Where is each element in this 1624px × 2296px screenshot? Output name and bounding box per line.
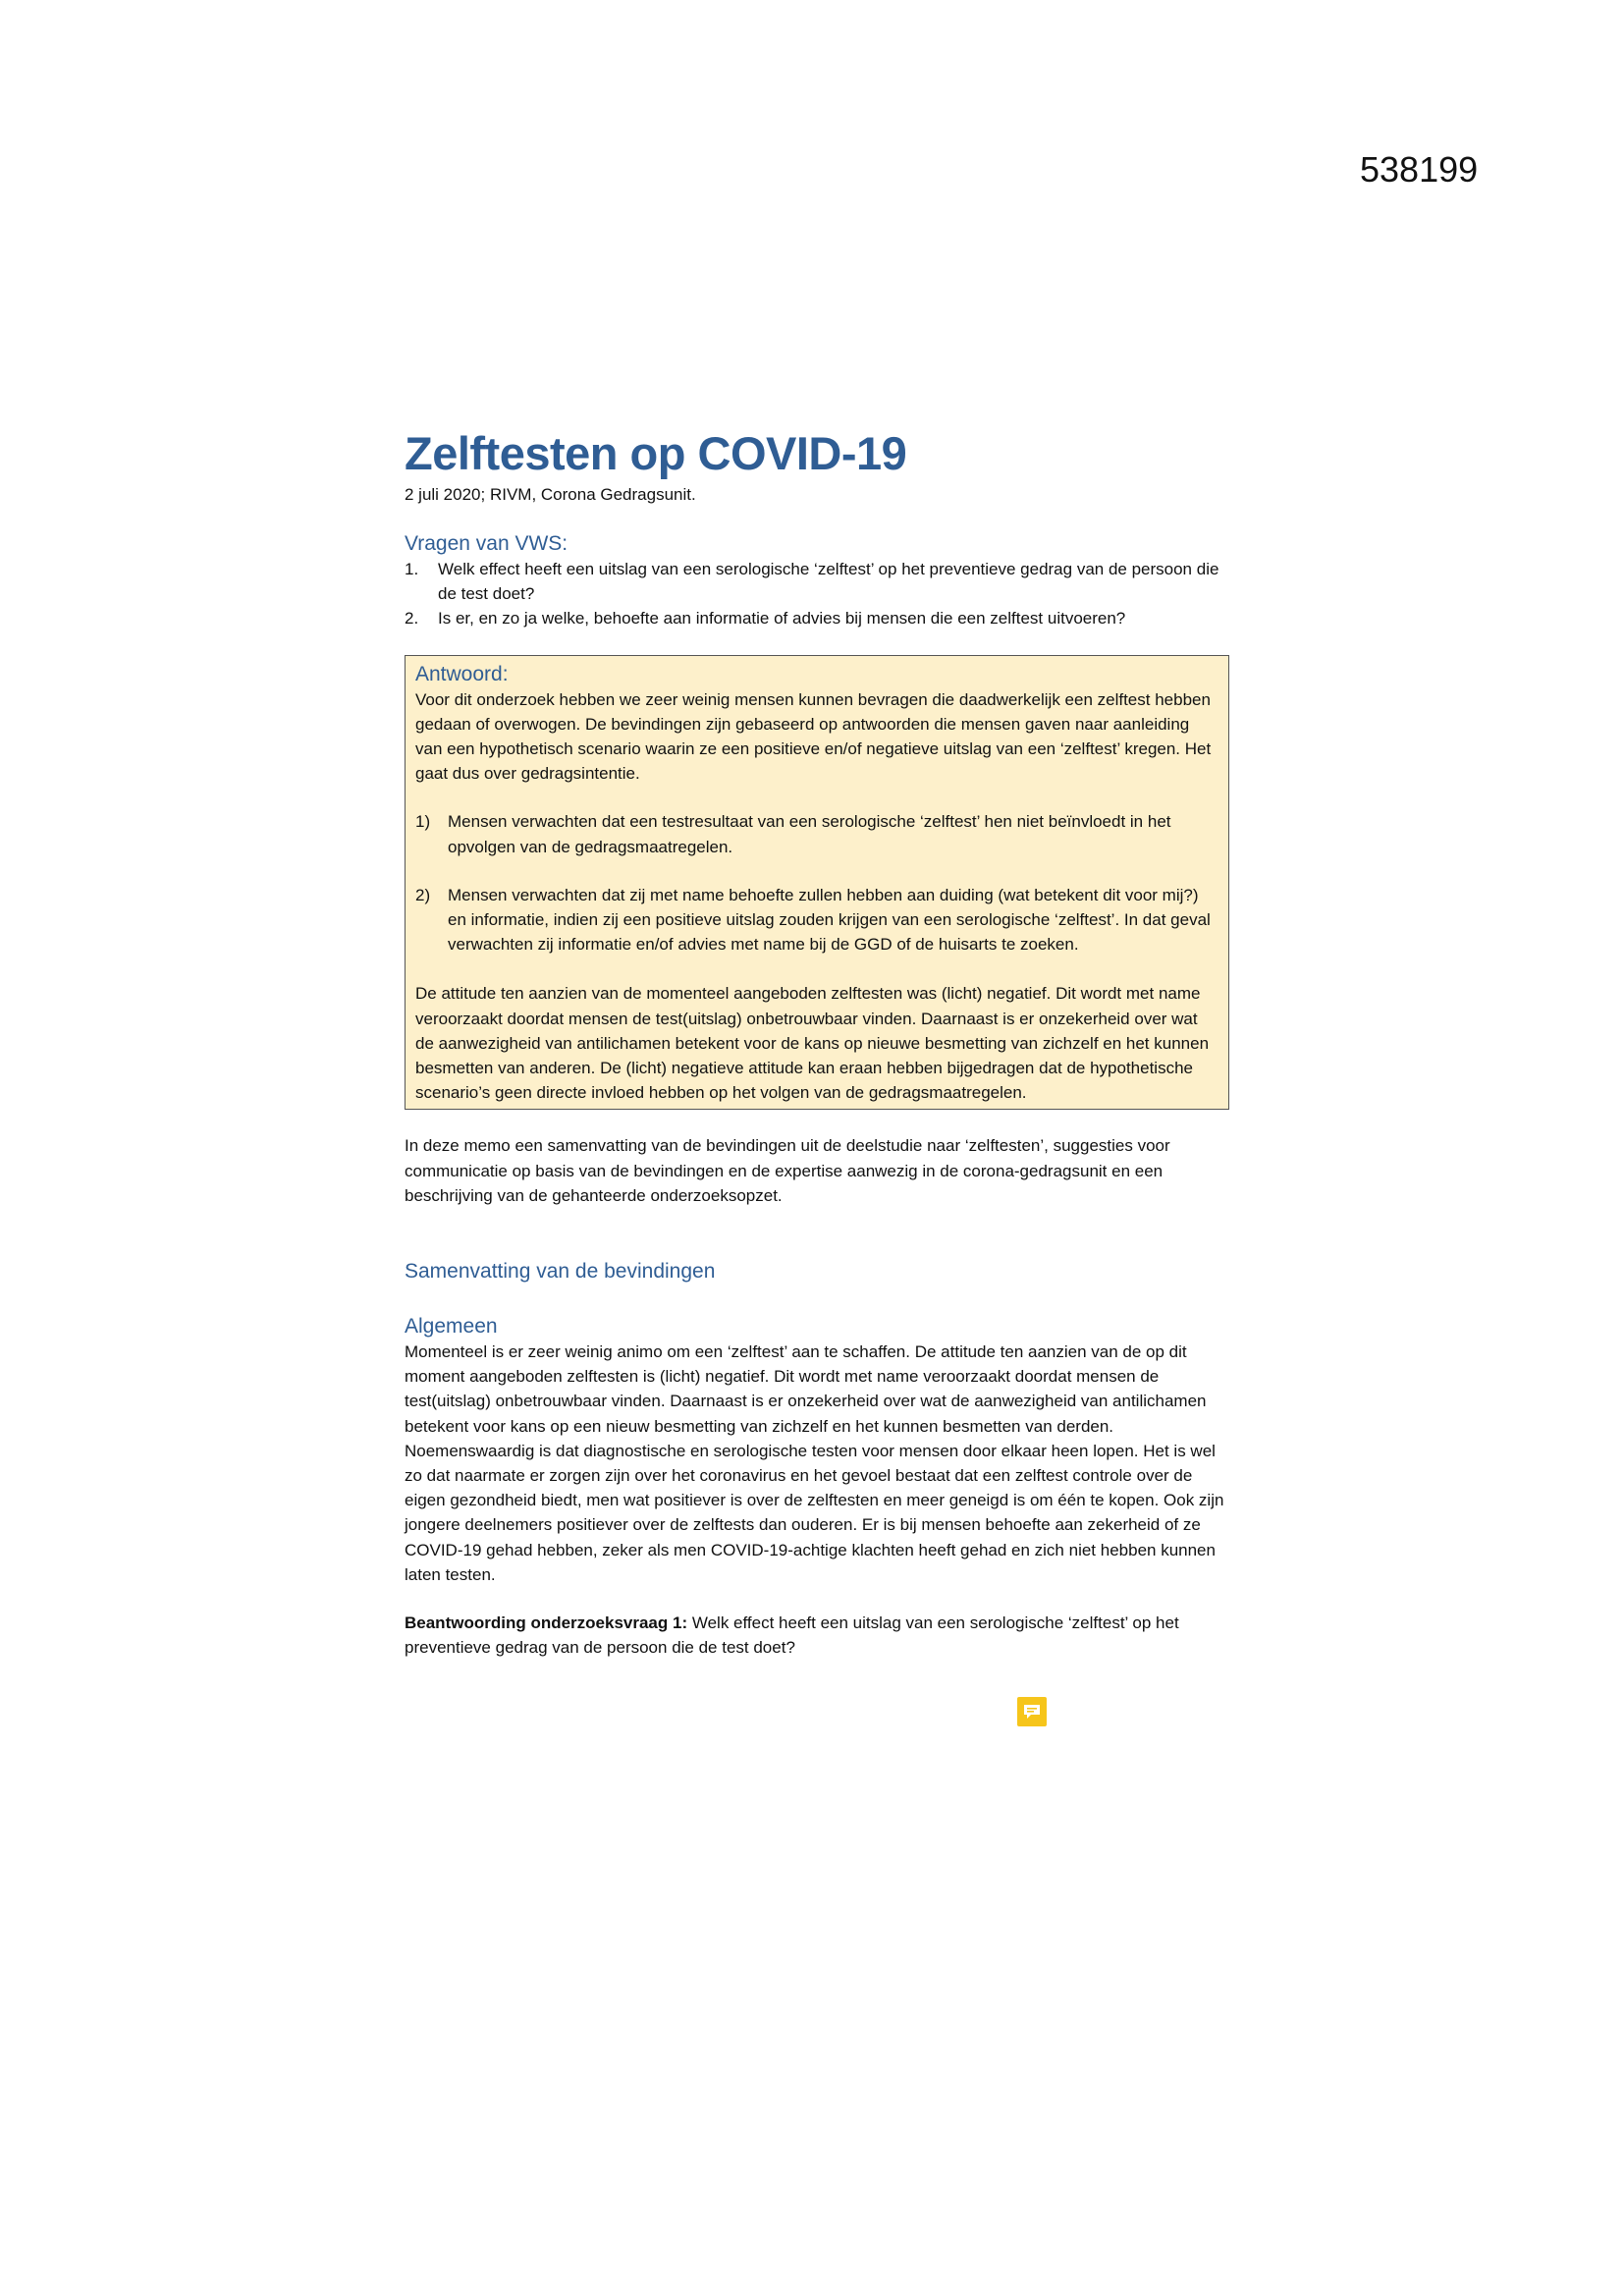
list-item-text: Welk effect heeft een uitslag van een serologische ‘zelftest’ op het preventieve gedrag van de persoon die de test doet? (438, 560, 1219, 604)
list-item (405, 606, 1229, 630)
list-item-text: Mensen verwachten dat een testresultaat van een serologische ‘zelftest’ hen niet beïnvloedt in het opvolgen van de gedragsmaatregelen. (448, 812, 1171, 856)
list-item-number: 1) (415, 812, 431, 832)
list-item (415, 883, 1218, 957)
list-item-number: 1. (405, 560, 419, 578)
memo-intro: In deze memo een samenvatting van de bevindingen uit de deelstudie naar ‘zelftesten’, suggesties voor communicatie op basis van de bevindingen en de expertise aanwezig in de corona-gedragsunit en een beschrijving van de gehanteerde onderzoeksopzet. (405, 1136, 1170, 1205)
general-heading: Algemeen (405, 1315, 498, 1339)
comment-icon[interactable] (1017, 1697, 1047, 1726)
answer-label: Beantwoording onderzoeksvraag 1: (405, 1613, 688, 1633)
document-number: 538199 (1360, 149, 1479, 190)
answer-text: Welk effect heeft een uitslag van een serologische ‘zelftest’ op het preventieve gedrag van de persoon die de test doet? (405, 1613, 1179, 1658)
answer-closing: De attitude ten aanzien van de momenteel aangeboden zelftesten was (licht) negatief. Dit wordt met name veroorzaakt doordat mensen de test(uitslag) onbetrouwbaar vinden. Daarnaast is er onzekerheid over wat de aanwezigheid van antilichamen betekent voor de kans op nieuwe besmetting van zichzelf en het kunnen besmetten van anderen. De (licht) negatieve attitude kan eraan hebben bijgedragen dat de hypothetische scenario’s geen directe invloed hebben op het volgen van de gedragsmaatregelen. (415, 984, 1210, 1103)
answer-list (415, 809, 1218, 957)
list-item-number: 2. (405, 609, 419, 629)
answer-box (405, 655, 1229, 1111)
list-item (405, 557, 1229, 606)
list-item-text: Mensen verwachten dat zij met name behoefte zullen hebben aan duiding (wat betekent dit voor mij?) en informatie, indien zij een positieve uitslag zouden krijgen van een serologische ‘zelftest’. In dat geval verwachten zij informatie en/of advies met name bij de GGD of de huisarts te zoeken. (448, 885, 1211, 955)
page-subtitle: 2 juli 2020; RIVM, Corona Gedragsunit. (405, 485, 696, 504)
list-item (415, 809, 1218, 858)
answer-intro: Voor dit onderzoek hebben we zeer weinig mensen kunnen bevragen die daadwerkelijk een zelftest hebben gedaan of overwogen. De bevindingen zijn gebaseerd op antwoorden die mensen gaven naar aanleiding van een hypothetisch scenario waarin ze een positieve en/of negatieve uitslag van een ‘zelftest’ kregen. Het gaat dus over gedragsintentie. (415, 689, 1212, 784)
document-content (405, 427, 1229, 1661)
list-item-text: Is er, en zo ja welke, behoefte aan informatie of advies bij mensen die een zelftest uitvoeren? (438, 609, 1126, 629)
speech-bubble-icon (1023, 1704, 1041, 1720)
questions-list (405, 557, 1229, 631)
list-item-number: 2) (415, 885, 431, 904)
answer-heading: Antwoord: (415, 662, 509, 685)
research-question-answer (405, 1611, 1229, 1660)
summary-heading: Samenvatting van de bevindingen (405, 1260, 716, 1284)
general-text: Momenteel is er zeer weinig animo om een ‘zelftest’ aan te schaffen. De attitude ten aanzien van de op dit moment aangeboden zelftesten is (licht) negatief. Dit wordt met name veroorzaakt doordat mensen de test(uitslag) onbetrouwbaar vinden. Daarnaast is er onzekerheid over wat de aanwezigheid van antilichamen betekent voor kans op een nieuw besmetting van zichzelf en het kunnen besmetten van derden. Noemenswaardig is dat diagnostische en serologische testen voor mensen door elkaar heen lopen. Het is wel zo dat naarmate er zorgen zijn over het coronavirus en het gevoel bestaat dat een zelftest controle over de eigen gezondheid biedt, men wat positiever is over de zelftesten en meer geneigd is om één te kopen. Ook zijn jongere deelnemers positiever over de zelftests dan ouderen. Er is bij mensen behoefte aan zekerheid of ze COVID-19 gehad hebben, zeker als men COVID-19-achtige klachten heeft gehad en zich niet hebben kunnen laten testen. (405, 1342, 1224, 1584)
page-title: Zelftesten op COVID-19 (405, 427, 907, 479)
questions-heading: Vragen van VWS: (405, 532, 568, 555)
